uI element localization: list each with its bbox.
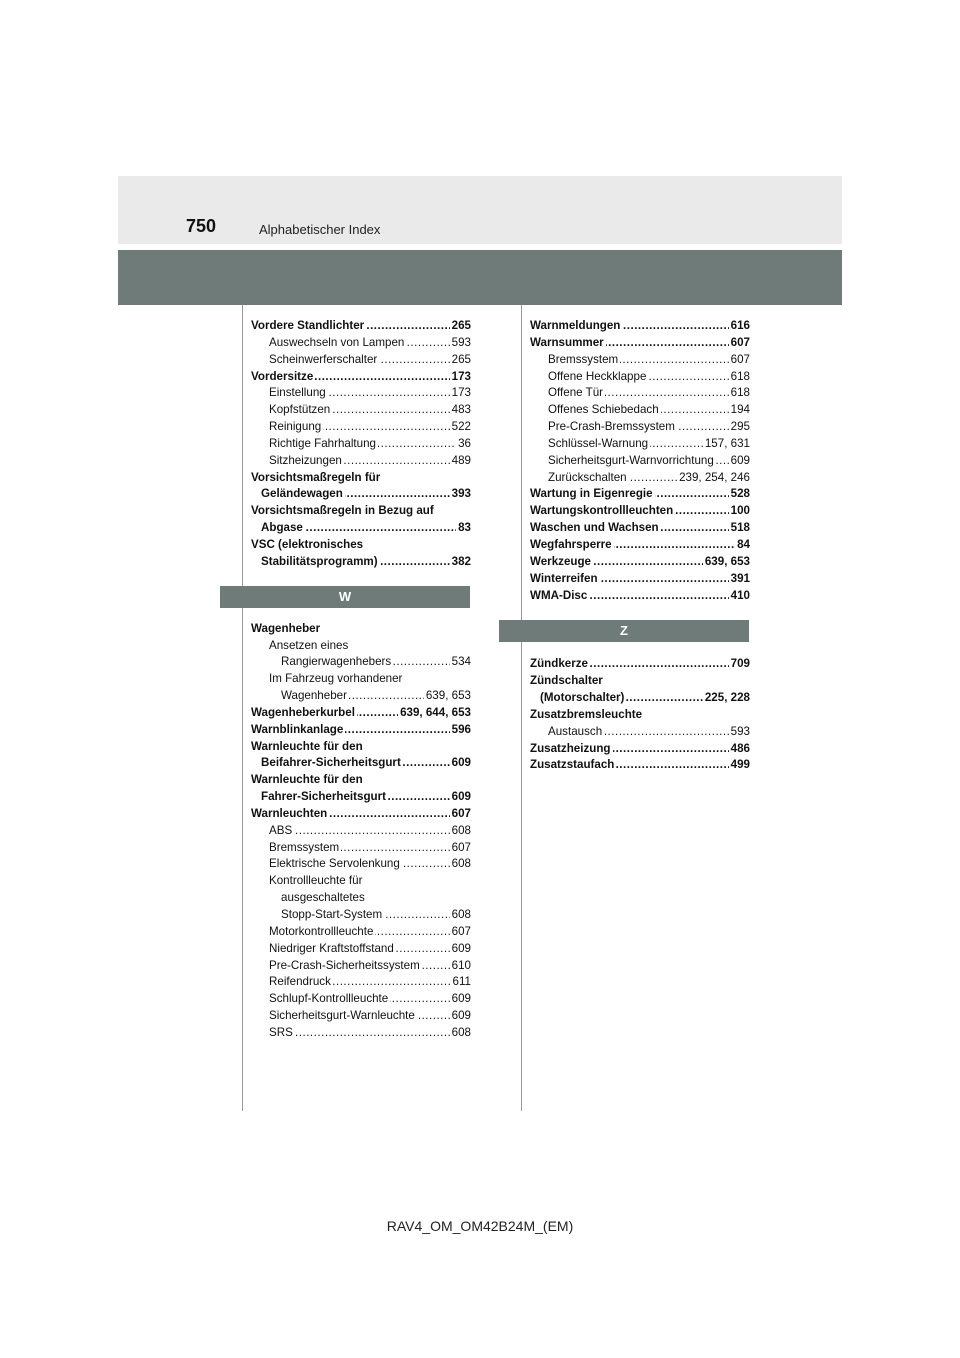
index-entry-page-ref: 609 [450,789,471,806]
index-entry-term: Bremssystem [548,352,619,366]
index-entry-term: Auswechseln von Lampen [269,335,405,349]
index-entry-term: Offene Heckklappe [548,369,647,383]
index-entry [530,571,750,588]
index-entry-term: Einstellung [269,386,326,400]
index-entry-term: Warnsummer [530,335,604,349]
index-column-left [251,318,471,1042]
index-entry [251,654,471,671]
index-entry-page-ref: 608 [450,823,471,840]
index-entry-term: Warnleuchte für den [251,739,363,753]
index-entry-term: Geländewagen [261,487,343,501]
index-entry-term: Wagenheber [281,689,347,703]
letter-heading-w: W [220,586,470,608]
index-entry [251,486,471,503]
index-entry-term: Offenes Schiebedach [548,403,659,417]
index-entry-page-ref: 607 [729,335,750,352]
index-entry [251,402,471,419]
index-entry [530,335,750,352]
index-entry-page-ref: 609 [450,991,471,1008]
index-entry-term: Wegfahrsperre [530,537,612,551]
index-entry [251,369,471,386]
index-entry [530,588,750,605]
index-entry-term: Niedriger Kraftstoffstand [269,941,394,955]
index-entry [251,503,471,520]
index-entry-page-ref: 489 [450,453,471,470]
index-entry [251,924,471,941]
index-entry [251,806,471,823]
index-entry-term: Reifendruck [269,975,331,989]
index-entry [251,755,471,772]
index-entry-term: Zurückschalten [548,470,627,484]
index-entry-page-ref: 100 [729,503,750,520]
index-entry-term: Richtige Fahrhaltung [269,436,376,450]
index-entry [530,503,750,520]
index-entry-term: Zusatzbremsleuchte [530,707,643,721]
index-entry-term: Im Fahrzeug vorhandener [269,672,403,686]
index-entry-term: Warnblinkanlage [251,722,344,736]
index-entry [251,671,471,688]
index-entry-page-ref: 486 [729,741,750,758]
index-entry-page-ref: 173 [450,369,471,386]
index-entry-page-ref: 593 [450,335,471,352]
index-entry-page-ref: 709 [729,656,750,673]
index-entry-term: Warnleuchte für den [251,773,363,787]
index-entry-term: Winterreifen [530,571,598,585]
document-code-footer: RAV4_OM_OM42B24M_(EM) [386,1218,574,1234]
index-entry [530,436,750,453]
index-entry [251,453,471,470]
index-group-v [251,318,471,571]
index-entry [251,554,471,571]
index-entry-term: Warnmeldungen [530,319,621,332]
index-entry-page-ref: 618 [729,369,750,386]
index-entry-term: Beifahrer-Sicherheitsgurt [261,756,401,770]
index-entry [530,554,750,571]
index-entry-page-ref: 84 [735,537,750,554]
index-entry [251,873,471,890]
index-entry-page-ref: 608 [450,907,471,924]
index-entry [251,840,471,857]
index-entry-term: Schlupf-Kontrollleuchte [269,992,389,1006]
index-entry-term: Warnleuchten [251,806,328,820]
index-entry-term: Pre-Crash-Sicherheitssystem [269,958,420,972]
index-entry-term: Pre-Crash-Bremssystem [548,420,675,434]
index-entry [251,890,471,907]
index-entry-page-ref: 410 [729,588,750,605]
index-entry-page-ref: 499 [729,757,750,774]
index-entry-term: Elektrische Servolenkung [269,857,400,871]
index-entry [251,537,471,554]
index-entry-term: Fahrer-Sicherheitsgurt [261,790,386,804]
index-entry [251,722,471,739]
index-entry [251,335,471,352]
index-entry [530,690,750,707]
index-entry [251,941,471,958]
index-entry-page-ref: 609 [450,1008,471,1025]
index-entry [530,470,750,487]
index-entry [251,621,471,638]
index-column-right [530,318,750,774]
index-entry [251,318,471,335]
index-entry-page-ref: 382 [450,554,471,571]
index-entry [251,974,471,991]
index-entry [530,385,750,402]
index-entry-term: Offene Tür [548,386,603,400]
left-column-rule [242,305,243,1111]
index-entry-term: Ansetzen eines [269,638,349,652]
index-entry [251,991,471,1008]
index-entry-page-ref: 225, 228 [703,690,750,707]
index-entry-page-ref: 157, 631 [703,436,750,453]
index-entry-term: Waschen und Wachsen [530,521,659,535]
index-entry-term: VSC (elektronisches [251,537,364,551]
index-entry-page-ref: 596 [450,722,471,739]
index-entry [530,352,750,369]
index-entry [251,739,471,756]
index-entry-term: Wartung in Eigenregie [530,487,653,501]
index-entry [530,453,750,470]
index-entry-term: Sitzheizungen [269,453,342,467]
index-entry-page-ref: 528 [729,486,750,503]
index-entry-page-ref: 610 [450,958,471,975]
index-entry-page-ref: 616 [729,318,750,335]
section-title: Alphabetischer Index [259,222,381,237]
index-entry [251,470,471,487]
index-entry-term: Zusatzstaufach [530,758,615,772]
index-entry-page-ref: 608 [450,856,471,873]
index-entry [251,856,471,873]
index-entry-term: Zündschalter [530,674,603,688]
index-entry-page-ref: 518 [729,520,750,537]
index-entry-page-ref: 639, 653 [424,688,471,705]
index-entry-page-ref: 607 [450,806,471,823]
index-entry [251,520,471,537]
header-accent-band [118,250,842,305]
index-entry-page-ref: 593 [729,724,750,741]
index-entry-page-ref: 36 [456,436,471,453]
letter-heading-z: Z [499,620,749,642]
index-entry-page-ref: 607 [450,840,471,857]
index-entry [530,369,750,386]
index-entry-page-ref: 265 [450,352,471,369]
index-entry-page-ref: 522 [450,419,471,436]
index-entry [530,402,750,419]
index-entry-term: Vordere Standlichter [251,319,365,332]
right-column-rule [521,305,522,1111]
index-entry [251,772,471,789]
index-entry-term: Abgase [261,521,303,535]
index-entry-term: Wagenheberkurbel [251,705,355,719]
index-entry-term: Austausch [548,724,603,738]
index-entry-page-ref: 618 [729,385,750,402]
index-entry-page-ref: 483 [450,402,471,419]
index-entry [251,1008,471,1025]
index-group-z [530,656,750,774]
index-entry [251,352,471,369]
index-entry [530,757,750,774]
index-entry [251,638,471,655]
index-entry-page-ref: 607 [450,924,471,941]
index-entry-term: Kopfstützen [269,403,331,417]
index-entry-page-ref: 194 [729,402,750,419]
index-entry-term: WMA-Disc [530,588,588,602]
index-entry-term: Zündkerze [530,657,588,671]
index-entry-term: Kontrollleuchte für [269,874,363,888]
index-entry-page-ref: 609 [450,941,471,958]
index-entry-term: Stopp-Start-System [281,908,383,921]
index-entry [251,705,471,722]
index-entry-term: Rangierwagenhebers [281,655,392,669]
index-entry-page-ref: 391 [729,571,750,588]
index-entry-term: Zusatzheizung [530,741,611,755]
index-entry-page-ref: 609 [450,755,471,772]
index-entry [530,419,750,436]
index-entry [251,436,471,453]
index-entry-page-ref: 607 [729,352,750,369]
index-entry-page-ref: 639, 644, 653 [398,705,471,722]
index-entry [530,741,750,758]
page-number: 750 [186,216,217,236]
index-entry-page-ref: 639, 653 [703,554,750,571]
index-entry [530,520,750,537]
index-entry-term: Sicherheitsgurt-Warnvorrichtung [548,453,714,467]
index-entry [530,707,750,724]
index-entry-page-ref: 265 [450,318,471,335]
index-entry-term: Vorsichtsmaßregeln für [251,470,381,484]
index-entry [251,419,471,436]
header-band [118,176,842,244]
index-entry-term: ausgeschaltetes [281,891,365,905]
index-entry [251,1025,471,1042]
index-entry-term: Motorkontrollleuchte [269,924,374,938]
index-entry [530,656,750,673]
index-entry-term: Vorsichtsmaßregeln in Bezug auf [251,504,434,518]
index-entry [530,724,750,741]
index-entry-page-ref: 611 [451,974,471,991]
index-entry [251,823,471,840]
index-entry-term: Werkzeuge [530,554,591,568]
index-entry-page-ref: 609 [729,453,750,470]
index-entry-page-ref: 173 [450,385,471,402]
index-entry [530,673,750,690]
index-entry-term: Reinigung [269,420,322,434]
index-entry [251,907,471,924]
index-entry-term: Wartungskontrollleuchten [530,504,674,518]
index-entry [251,385,471,402]
index-entry-term: Bremssystem [269,840,340,854]
index-entry-page-ref: 393 [450,486,471,503]
index-entry [251,789,471,806]
index-group-w [251,621,471,1042]
index-entry-term: Sicherheitsgurt-Warnleuchte [269,1009,415,1023]
index-entry-term: ABS [269,823,293,837]
index-entry-page-ref: 83 [456,520,471,537]
index-entry-term: Stabilitätsprogramm) [261,554,378,568]
index-entry-page-ref: 295 [729,419,750,436]
index-entry-term: Schlüssel-Warnung [548,436,649,450]
index-entry [530,318,750,335]
index-entry [530,486,750,503]
index-group-w-continued [530,318,750,604]
index-entry [251,958,471,975]
index-entry-page-ref: 608 [450,1025,471,1042]
index-entry-term: SRS [269,1025,293,1039]
index-entry-term: Scheinwerferschalter [269,352,378,366]
index-entry-term: Vordersitze [251,369,314,383]
index-entry-page-ref: 534 [450,654,471,671]
index-entry [251,688,471,705]
index-entry [530,537,750,554]
index-entry-page-ref: 239, 254, 246 [677,470,750,487]
index-entry-term: Wagenheber [251,621,321,635]
index-entry-term: (Motorschalter) [540,691,625,705]
